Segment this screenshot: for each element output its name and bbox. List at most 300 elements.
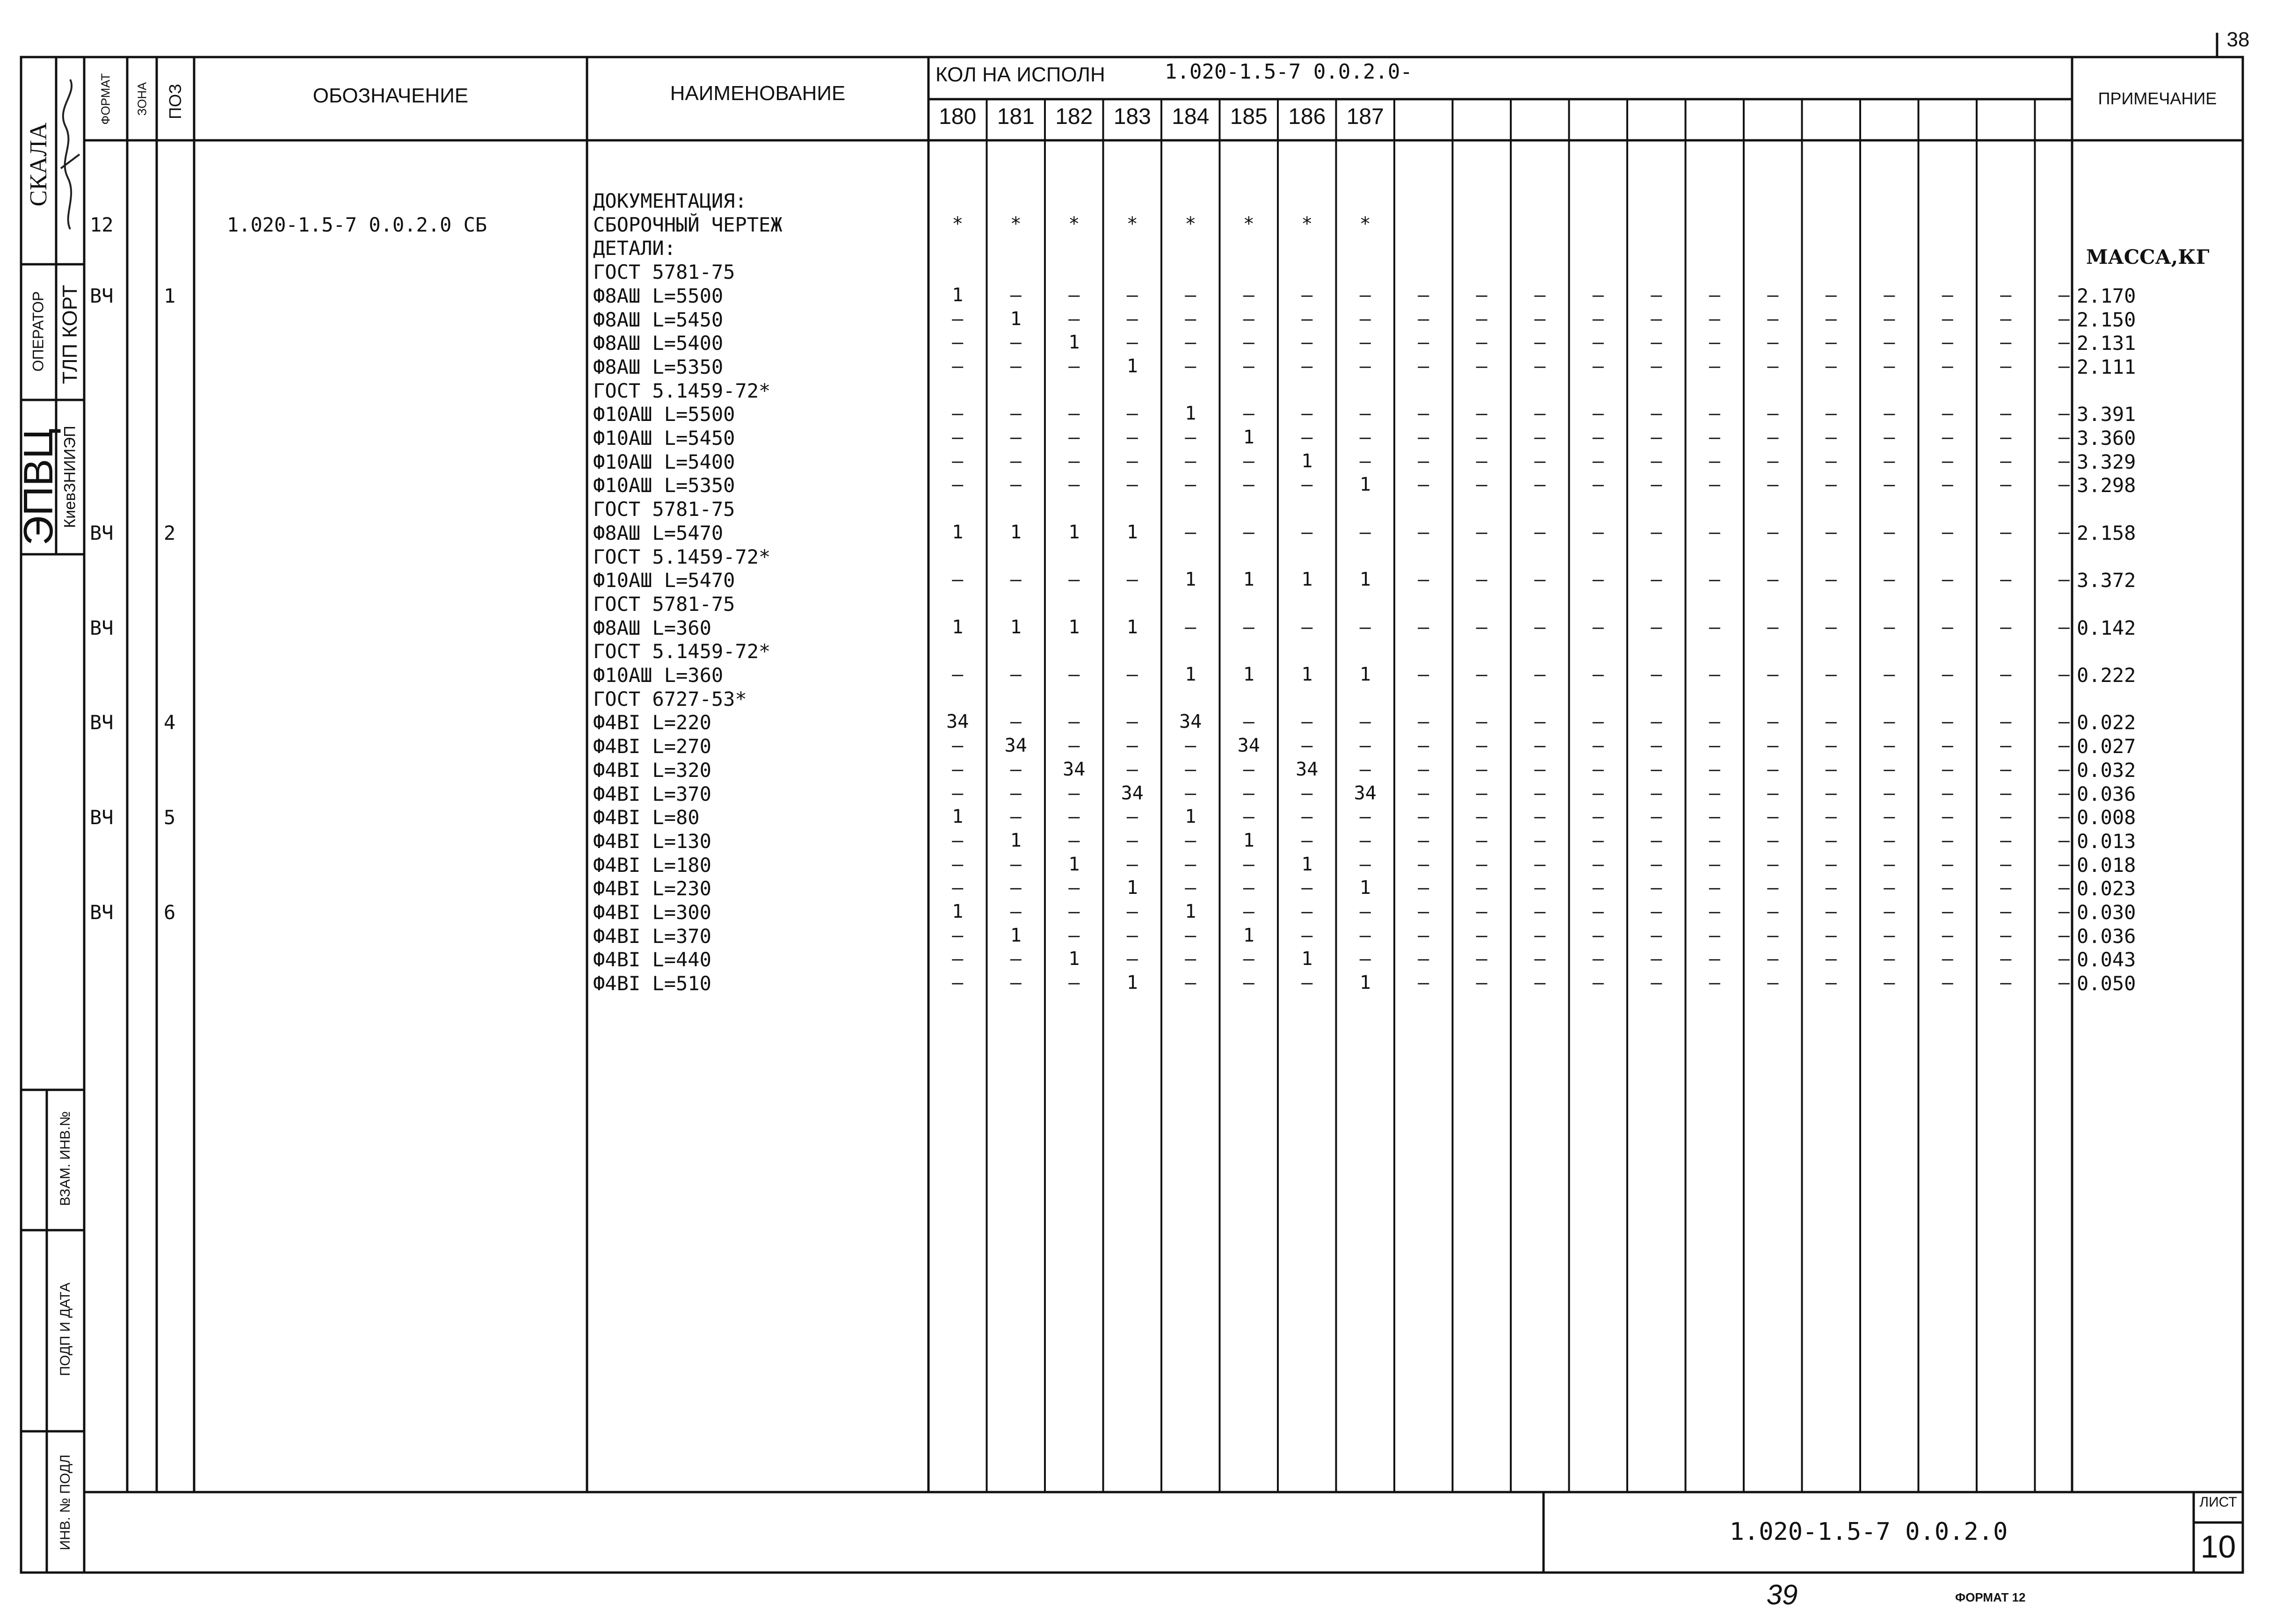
row-empty-dash: –: [1651, 972, 1662, 994]
row-quantity: –: [1359, 829, 1371, 851]
row-empty-dash: –: [1825, 924, 1837, 946]
stamp-vzam-inv: ВЗАМ. ИНВ.№: [58, 1111, 73, 1206]
row-empty-dash: –: [2000, 308, 2012, 330]
row-empty-dash: –: [2000, 474, 2012, 496]
row-empty-dash: –: [1476, 332, 1487, 354]
row-empty-dash: –: [1534, 355, 1546, 377]
row-empty-dash: –: [1825, 332, 1837, 354]
row-empty-dash: –: [1476, 972, 1487, 994]
stamp-org-cell: [15, 400, 61, 554]
row-empty-dash: –: [1825, 782, 1837, 804]
row-quantity: –: [1243, 972, 1254, 994]
row-empty-dash: –: [1767, 450, 1779, 472]
row-quantity: –: [1068, 924, 1080, 946]
row-quantity: –: [1359, 806, 1371, 828]
row-empty-dash: –: [1592, 972, 1604, 994]
row-empty-dash: –: [1592, 806, 1604, 828]
row-mass: 0.022: [2077, 711, 2136, 734]
row-empty-dash: –: [1884, 901, 1895, 922]
row-quantity: 1: [1243, 829, 1254, 851]
row-quantity: –: [1185, 758, 1196, 780]
row-empty-dash: –: [1592, 403, 1604, 425]
header-primechanie: ПРИМЕЧАНИЕ: [2098, 89, 2217, 108]
row-quantity: –: [1243, 403, 1254, 425]
row-empty-dash: –: [1884, 948, 1895, 970]
row-empty-dash: –: [1534, 427, 1546, 448]
row-quantity: 1: [1185, 806, 1196, 828]
row-empty-dash: –: [1476, 355, 1487, 377]
row-quantity: –: [952, 782, 964, 804]
row-quantity: –: [1010, 355, 1022, 377]
row-mass: 0.018: [2077, 853, 2136, 877]
row-quantity: –: [1126, 450, 1138, 472]
row-quantity: –: [1185, 474, 1196, 496]
row-empty-dash: –: [2000, 782, 2012, 804]
signature-image: [58, 75, 82, 234]
row-quantity: –: [1010, 806, 1022, 828]
row-quantity: –: [1010, 972, 1022, 994]
row-empty-dash: –: [1534, 901, 1546, 922]
row-empty-dash: –: [1651, 877, 1662, 899]
row-empty-dash: –: [2000, 758, 2012, 780]
row-empty-dash: –: [1825, 355, 1837, 377]
row-empty-dash: –: [1767, 853, 1779, 875]
row-empty-dash: –: [1825, 806, 1837, 828]
row-empty-dash: –: [1418, 664, 1429, 685]
row-quantity: –: [1068, 403, 1080, 425]
row-format: ВЧ: [90, 806, 114, 829]
row-empty-dash: –: [1825, 972, 1837, 994]
row-empty-dash: –: [1825, 877, 1837, 899]
row-quantity: –: [1185, 948, 1196, 970]
row-empty-dash: –: [1825, 616, 1837, 638]
row-quantity: –: [1068, 474, 1080, 496]
row-quantity: –: [1185, 829, 1196, 851]
row-empty-dash: –: [1418, 427, 1429, 448]
row-empty-dash: –: [1709, 521, 1720, 543]
title-list-number: 10: [2200, 1529, 2236, 1565]
row-empty-dash: –: [1767, 355, 1779, 377]
row-mass: 3.329: [2077, 450, 2136, 473]
row-empty-dash: –: [1884, 877, 1895, 899]
row-naimenovanie: Ф10АШ L=5450: [593, 427, 735, 450]
row-empty-dash: –: [1825, 284, 1837, 306]
row-empty-dash: –: [1651, 901, 1662, 922]
row-empty-dash: –: [1825, 403, 1837, 425]
row-quantity: –: [1185, 450, 1196, 472]
row-quantity: –: [1185, 924, 1196, 946]
row-format: ВЧ: [90, 521, 114, 544]
row-empty-dash: –: [1942, 972, 1953, 994]
row-empty-dash: –: [1942, 427, 1953, 448]
row-mass: 3.298: [2077, 474, 2136, 497]
row-quantity: 1: [1301, 664, 1313, 685]
row-mass: 2.158: [2077, 521, 2136, 544]
row-quantity: *: [1126, 213, 1138, 235]
row-empty-dash: –: [1476, 664, 1487, 685]
row-empty-dash: –: [1942, 782, 1953, 804]
row-empty-dash: –: [1942, 450, 1953, 472]
stamp-operator-value-cell: [56, 264, 84, 400]
row-quantity: 34: [1063, 758, 1086, 780]
row-quantity: –: [1126, 829, 1138, 851]
row-quantity: –: [1010, 569, 1022, 591]
row-quantity: –: [952, 948, 964, 970]
row-empty-dash: –: [2058, 758, 2070, 780]
row-empty-dash: –: [1942, 474, 1953, 496]
row-mass: 0.036: [2077, 782, 2136, 805]
stamp-inv-cell: [47, 1431, 84, 1573]
row-empty-dash: –: [1476, 569, 1487, 591]
row-empty-dash: –: [1534, 569, 1546, 591]
header-doc-code: 1.020-1.5-7 0.0.2.0-: [1165, 60, 1413, 84]
row-naimenovanie: Ф4ВI L=130: [593, 829, 711, 853]
row-empty-dash: –: [1476, 735, 1487, 757]
row-empty-dash: –: [1884, 806, 1895, 828]
row-empty-dash: –: [1418, 355, 1429, 377]
row-empty-dash: –: [1767, 308, 1779, 330]
row-empty-dash: –: [2000, 284, 2012, 306]
row-empty-dash: –: [2058, 332, 2070, 354]
row-empty-dash: –: [1476, 616, 1487, 638]
row-quantity: –: [1301, 972, 1313, 994]
row-quantity: –: [1359, 853, 1371, 875]
header-zona-cell: [127, 57, 157, 140]
row-naimenovanie: Ф4ВI L=510: [593, 972, 711, 995]
row-quantity: –: [1068, 782, 1080, 804]
row-empty-dash: –: [1476, 450, 1487, 472]
row-quantity: –: [952, 829, 964, 851]
row-quantity: 1: [952, 806, 964, 828]
row-empty-dash: –: [2058, 664, 2070, 685]
row-quantity: –: [1126, 901, 1138, 922]
row-quantity: –: [1359, 355, 1371, 377]
variant-header: 183: [1113, 104, 1151, 129]
row-empty-dash: –: [1651, 758, 1662, 780]
row-empty-dash: –: [1476, 711, 1487, 733]
row-quantity: –: [1243, 711, 1254, 733]
row-quantity: –: [1243, 355, 1254, 377]
row-empty-dash: –: [2000, 877, 2012, 899]
row-empty-dash: –: [1942, 901, 1953, 922]
row-empty-dash: –: [2058, 877, 2070, 899]
row-empty-dash: –: [1884, 616, 1895, 638]
row-quantity: 1: [1243, 664, 1254, 685]
row-quantity: –: [1301, 355, 1313, 377]
row-quantity: *: [1185, 213, 1196, 235]
row-quantity: –: [1185, 616, 1196, 638]
row-empty-dash: –: [1942, 332, 1953, 354]
row-naimenovanie: ГОСТ 5.1459-72*: [593, 545, 771, 568]
row-empty-dash: –: [1942, 829, 1953, 851]
row-quantity: –: [1359, 948, 1371, 970]
row-empty-dash: –: [1418, 972, 1429, 994]
row-quantity: –: [1010, 782, 1022, 804]
row-quantity: 1: [1301, 450, 1313, 472]
row-quantity: –: [1359, 924, 1371, 946]
row-empty-dash: –: [1418, 948, 1429, 970]
header-oboznachenie: ОБОЗНАЧЕНИЕ: [312, 84, 469, 107]
row-quantity: –: [1243, 308, 1254, 330]
row-quantity: –: [1010, 427, 1022, 448]
row-poz: 1: [164, 284, 176, 307]
row-quantity: –: [1301, 806, 1313, 828]
row-empty-dash: –: [1767, 521, 1779, 543]
row-empty-dash: –: [1418, 806, 1429, 828]
row-empty-dash: –: [1651, 474, 1662, 496]
row-quantity: –: [1010, 664, 1022, 685]
row-quantity: –: [1010, 450, 1022, 472]
row-empty-dash: –: [1767, 427, 1779, 448]
row-empty-dash: –: [1651, 403, 1662, 425]
row-empty-dash: –: [1709, 972, 1720, 994]
row-quantity: –: [1010, 711, 1022, 733]
stamp-podp-cell: [47, 1230, 84, 1431]
row-naimenovanie: ДЕТАЛИ:: [593, 237, 676, 260]
row-quantity: –: [1243, 521, 1254, 543]
row-empty-dash: –: [1534, 877, 1546, 899]
row-quantity: –: [1359, 758, 1371, 780]
row-empty-dash: –: [1709, 616, 1720, 638]
row-empty-dash: –: [1534, 758, 1546, 780]
row-quantity: 1: [1126, 355, 1138, 377]
row-empty-dash: –: [1825, 427, 1837, 448]
row-quantity: 1: [1010, 924, 1022, 946]
stamp-org-sub: КиевЗНИИЭП: [61, 426, 79, 528]
row-empty-dash: –: [2058, 948, 2070, 970]
variant-header: 180: [939, 104, 977, 129]
row-quantity: –: [952, 427, 964, 448]
row-empty-dash: –: [1418, 711, 1429, 733]
page-bottom-number: 39: [1766, 1579, 1798, 1610]
row-quantity: –: [1185, 284, 1196, 306]
row-empty-dash: –: [2000, 450, 2012, 472]
row-quantity: 1: [1243, 924, 1254, 946]
row-quantity: –: [952, 355, 964, 377]
row-naimenovanie: ГОСТ 5781-75: [593, 592, 735, 616]
row-naimenovanie: Ф8АШ L=5350: [593, 355, 724, 378]
row-empty-dash: –: [2058, 450, 2070, 472]
row-empty-dash: –: [1418, 758, 1429, 780]
row-mass: 0.142: [2077, 616, 2136, 639]
row-quantity: –: [1301, 403, 1313, 425]
row-empty-dash: –: [1884, 355, 1895, 377]
row-empty-dash: –: [2000, 829, 2012, 851]
row-quantity: –: [1185, 877, 1196, 899]
row-empty-dash: –: [2058, 806, 2070, 828]
row-quantity: –: [1301, 924, 1313, 946]
row-empty-dash: –: [1534, 450, 1546, 472]
row-quantity: –: [1359, 332, 1371, 354]
row-empty-dash: –: [1534, 521, 1546, 543]
page-corner-number: 38: [2226, 28, 2250, 51]
row-mass: 3.391: [2077, 403, 2136, 426]
row-quantity: –: [1068, 711, 1080, 733]
row-empty-dash: –: [1476, 806, 1487, 828]
row-empty-dash: –: [1476, 829, 1487, 851]
row-quantity: –: [952, 450, 964, 472]
row-empty-dash: –: [2058, 403, 2070, 425]
row-empty-dash: –: [1709, 829, 1720, 851]
row-quantity: –: [1359, 284, 1371, 306]
row-quantity: *: [1068, 213, 1080, 235]
row-naimenovanie: Ф4ВI L=370: [593, 782, 711, 805]
row-quantity: *: [1010, 213, 1022, 235]
row-quantity: –: [1359, 616, 1371, 638]
row-quantity: –: [1126, 332, 1138, 354]
row-empty-dash: –: [1418, 782, 1429, 804]
row-empty-dash: –: [2058, 355, 2070, 377]
row-empty-dash: –: [1942, 284, 1953, 306]
row-quantity: –: [1185, 972, 1196, 994]
row-mass: 0.043: [2077, 948, 2136, 972]
row-empty-dash: –: [1476, 474, 1487, 496]
row-empty-dash: –: [1709, 758, 1720, 780]
row-empty-dash: –: [1884, 782, 1895, 804]
row-quantity: –: [1243, 901, 1254, 922]
row-naimenovanie: Ф10АШ L=5350: [593, 474, 735, 497]
row-quantity: 1: [1359, 474, 1371, 496]
row-naimenovanie: Ф8АШ L=5470: [593, 521, 724, 544]
row-quantity: 1: [1301, 569, 1313, 591]
row-empty-dash: –: [2000, 924, 2012, 946]
row-quantity: –: [952, 664, 964, 685]
row-empty-dash: –: [1825, 901, 1837, 922]
row-quantity: –: [1068, 735, 1080, 757]
row-empty-dash: –: [2058, 924, 2070, 946]
row-naimenovanie: Ф4ВI L=80: [593, 806, 700, 829]
row-quantity: –: [1185, 355, 1196, 377]
row-quantity: 34: [1296, 758, 1319, 780]
row-empty-dash: –: [1767, 403, 1779, 425]
row-quantity: 34: [1179, 711, 1202, 733]
stamp-operator-cell: [21, 264, 56, 400]
row-naimenovanie: Ф8АШ L=5400: [593, 332, 724, 355]
row-naimenovanie: Ф4ВI L=220: [593, 711, 711, 734]
row-quantity: –: [1359, 450, 1371, 472]
row-empty-dash: –: [2058, 569, 2070, 591]
row-mass: 2.131: [2077, 332, 2136, 355]
row-empty-dash: –: [1651, 735, 1662, 757]
row-empty-dash: –: [1942, 924, 1953, 946]
row-empty-dash: –: [1767, 972, 1779, 994]
row-format: ВЧ: [90, 616, 114, 639]
row-empty-dash: –: [1592, 332, 1604, 354]
row-empty-dash: –: [1418, 569, 1429, 591]
stamp-inv-podl: ИНВ. № ПОДЛ: [58, 1454, 73, 1551]
row-quantity: –: [952, 972, 964, 994]
row-quantity: –: [1359, 308, 1371, 330]
row-empty-dash: –: [1942, 948, 1953, 970]
row-naimenovanie: Ф8АШ L=360: [593, 616, 711, 639]
row-empty-dash: –: [1942, 877, 1953, 899]
row-quantity: –: [1126, 853, 1138, 875]
row-empty-dash: –: [1709, 877, 1720, 899]
row-empty-dash: –: [1418, 474, 1429, 496]
row-naimenovanie: ГОСТ 5.1459-72*: [593, 640, 771, 663]
row-naimenovanie: Ф4ВI L=320: [593, 758, 711, 782]
row-empty-dash: –: [1825, 853, 1837, 875]
row-empty-dash: –: [1534, 308, 1546, 330]
row-empty-dash: –: [1709, 806, 1720, 828]
title-list-label: ЛИСТ: [2199, 1494, 2237, 1510]
row-empty-dash: –: [1592, 308, 1604, 330]
row-empty-dash: –: [1825, 450, 1837, 472]
row-mass: 0.036: [2077, 924, 2136, 948]
row-naimenovanie: Ф4ВI L=180: [593, 853, 711, 877]
row-naimenovanie: ГОСТ 5.1459-72*: [593, 379, 771, 402]
row-empty-dash: –: [1767, 829, 1779, 851]
row-mass: 0.027: [2077, 735, 2136, 758]
row-empty-dash: –: [1825, 521, 1837, 543]
row-empty-dash: –: [1884, 758, 1895, 780]
row-quantity: 1: [1301, 853, 1313, 875]
row-empty-dash: –: [2000, 521, 2012, 543]
row-empty-dash: –: [1592, 924, 1604, 946]
stamp-org-sub-cell: [56, 400, 84, 554]
row-quantity: 1: [952, 616, 964, 638]
row-quantity: 1: [1185, 403, 1196, 425]
row-empty-dash: –: [1534, 711, 1546, 733]
row-quantity: –: [1301, 829, 1313, 851]
row-empty-dash: –: [1592, 450, 1604, 472]
row-empty-dash: –: [1476, 853, 1487, 875]
row-empty-dash: –: [1884, 711, 1895, 733]
row-empty-dash: –: [2000, 948, 2012, 970]
row-empty-dash: –: [1709, 284, 1720, 306]
row-empty-dash: –: [1709, 924, 1720, 946]
row-format: 12: [90, 213, 114, 236]
row-empty-dash: –: [1942, 308, 1953, 330]
row-empty-dash: –: [1709, 427, 1720, 448]
row-quantity: 1: [1010, 521, 1022, 543]
row-empty-dash: –: [1709, 355, 1720, 377]
row-empty-dash: –: [1942, 569, 1953, 591]
row-naimenovanie: ГОСТ 5781-75: [593, 261, 735, 284]
stamp-org: ЭПВЦ: [15, 428, 61, 546]
variant-header: 185: [1230, 104, 1268, 129]
row-naimenovanie: Ф4ВI L=270: [593, 735, 711, 758]
row-naimenovanie: ДОКУМЕНТАЦИЯ:: [593, 189, 747, 212]
row-quantity: –: [952, 853, 964, 875]
row-empty-dash: –: [1418, 450, 1429, 472]
row-empty-dash: –: [2058, 474, 2070, 496]
row-empty-dash: –: [1592, 901, 1604, 922]
row-format: ВЧ: [90, 711, 114, 734]
stamp-operator-label: ОПЕРАТОР: [29, 291, 47, 372]
row-quantity: –: [1068, 450, 1080, 472]
row-quantity: –: [1010, 948, 1022, 970]
row-quantity: –: [952, 758, 964, 780]
row-mass: 0.030: [2077, 901, 2136, 924]
row-quantity: 1: [1068, 332, 1080, 354]
row-empty-dash: –: [1767, 474, 1779, 496]
row-empty-dash: –: [2058, 853, 2070, 875]
row-empty-dash: –: [1476, 901, 1487, 922]
row-quantity: –: [952, 308, 964, 330]
row-quantity: –: [1301, 616, 1313, 638]
row-empty-dash: –: [1476, 924, 1487, 946]
row-empty-dash: –: [1884, 521, 1895, 543]
row-quantity: –: [1010, 403, 1022, 425]
row-quantity: 1: [1068, 853, 1080, 875]
row-empty-dash: –: [1418, 403, 1429, 425]
row-quantity: –: [1010, 284, 1022, 306]
row-naimenovanie: СБОРОЧНЫЙ ЧЕРТЕЖ: [593, 213, 783, 236]
row-empty-dash: –: [1825, 829, 1837, 851]
row-mass: 0.032: [2077, 758, 2136, 782]
row-empty-dash: –: [1942, 758, 1953, 780]
